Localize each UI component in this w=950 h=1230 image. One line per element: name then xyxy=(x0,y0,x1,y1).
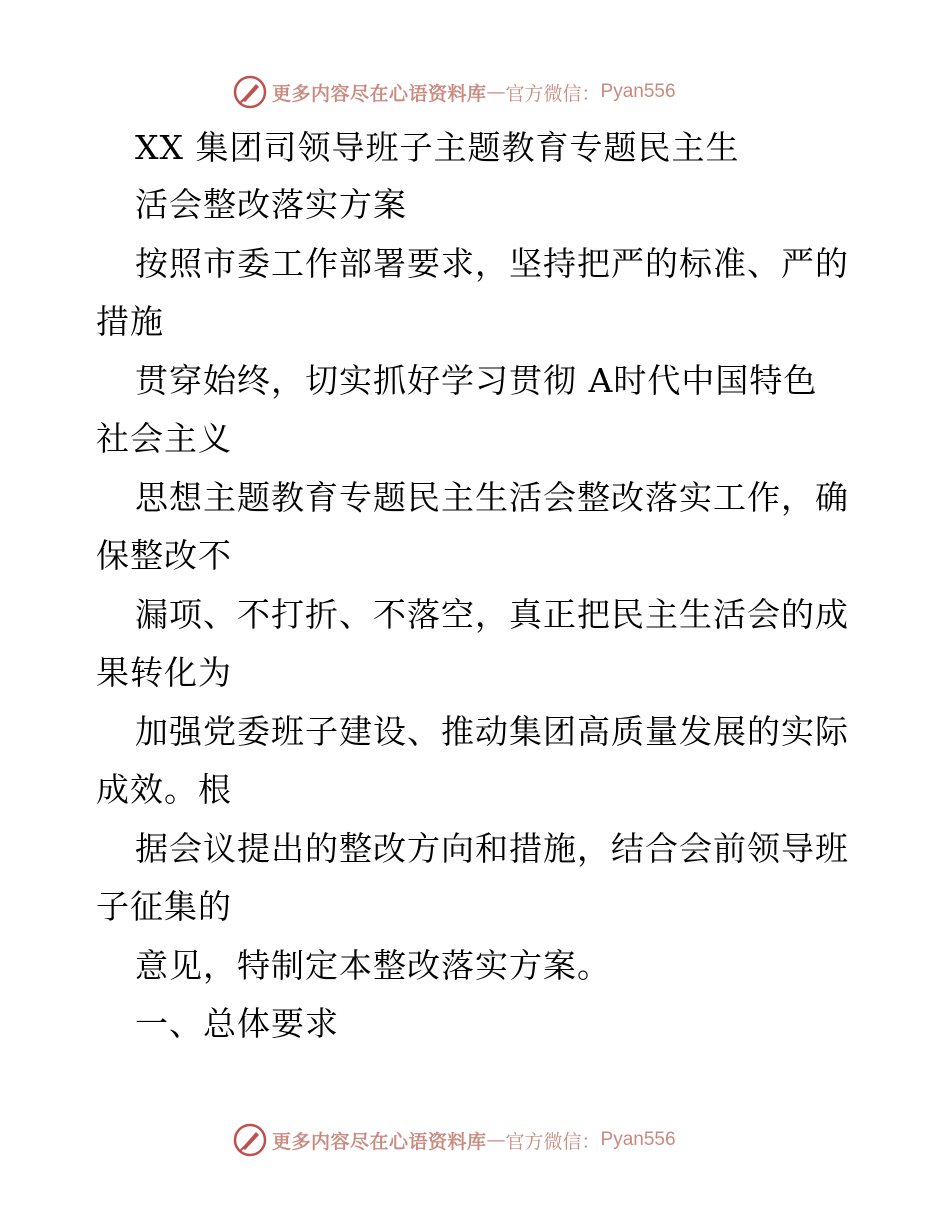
watermark-footer xyxy=(232,1120,676,1160)
watermark-main-text: 更多内容尽在心语资料库 xyxy=(272,1130,487,1153)
quill-logo-icon xyxy=(232,1122,268,1158)
watermark-dash: — xyxy=(486,81,506,103)
doc-line: 思想主题教育专题民主生活会整改落实工作，确 xyxy=(135,478,849,517)
doc-line: 漏项、不打折、不落空，真正把民主生活会的成 xyxy=(135,595,849,634)
doc-line: 贯穿始终，切实抓好学习贯彻 A时代中国特色 xyxy=(135,361,818,400)
quill-logo-icon xyxy=(232,74,268,110)
watermark-label: 官方微信： xyxy=(505,1130,601,1153)
doc-line: 子征集的 xyxy=(96,887,232,926)
doc-line: 按照市委工作部署要求，坚持把严的标准、严的 xyxy=(135,244,849,283)
section-heading: 一、总体要求 xyxy=(135,1004,339,1043)
doc-line: 果转化为 xyxy=(96,653,232,692)
doc-line: 社会主义 xyxy=(96,419,232,458)
doc-line: 意见，特制定本整改落实方案。 xyxy=(135,946,611,985)
doc-line: 保整改不 xyxy=(96,536,232,575)
watermark-label: 官方微信： xyxy=(505,82,601,105)
doc-line: 措施 xyxy=(96,302,164,341)
doc-line: 据会议提出的整改方向和措施，结合会前领导班 xyxy=(135,829,849,868)
watermark-header xyxy=(232,72,676,112)
doc-line: 成效。根 xyxy=(96,770,232,809)
watermark-dash: — xyxy=(486,1129,506,1151)
doc-title-line-2: 活会整改落实方案 xyxy=(135,185,407,224)
doc-line: 加强党委班子建设、推动集团高质量发展的实际 xyxy=(135,712,849,751)
doc-title-line-1: XX 集团司领导班子主题教育专题民主生 xyxy=(135,128,740,167)
watermark-main-text: 更多内容尽在心语资料库 xyxy=(272,82,487,105)
watermark-handle: Pyan556 xyxy=(600,81,676,102)
watermark-handle: Pyan556 xyxy=(600,1129,676,1150)
